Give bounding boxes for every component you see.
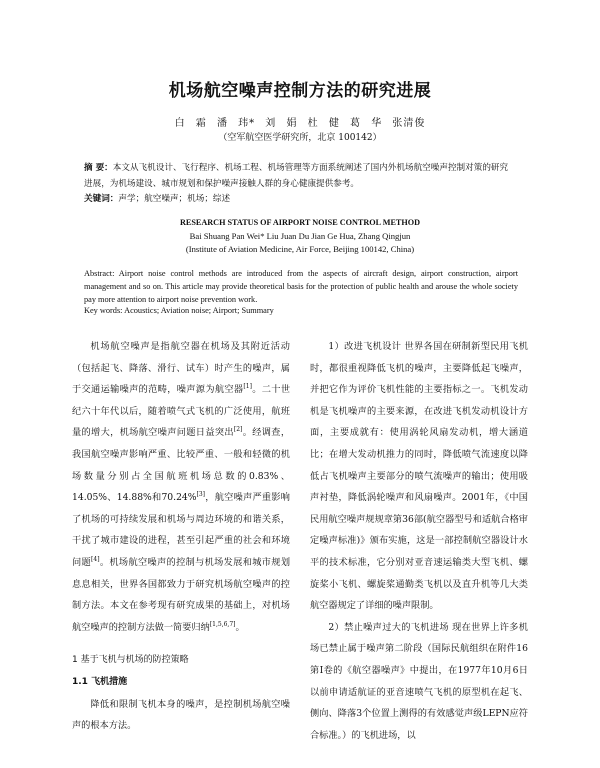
body-right-column <box>310 336 528 746</box>
intro-text-2: 。二十世纪六十年代以后，随着喷气式飞机的广泛使用，航班量的增大，机场航空噪声问题日益突出 <box>72 384 291 439</box>
abstract-cn <box>84 160 516 192</box>
keywords-en: Key words: Acoustics; Aviation noise; Airport; Summary <box>84 306 274 315</box>
intro-text-3: 。经调查，我国航空噪声影响严重、比较严重、一般和轻微的机场数量分别占全国航班机场总数的0.83%、14.05%、14.88%和70.24% <box>72 427 291 504</box>
page-title: 机场航空噪声控制方法的研究进展 <box>168 81 432 101</box>
authors-cn: 白 霜 潘 玮* 刘 娟 杜 健 葛 华 张清俊 <box>174 118 426 129</box>
keywords-cn <box>84 192 516 204</box>
intro-text-5: 。机场航空噪声的控制与机场发展和城市规划息息相关，世界各国都致力于研究机场航空噪声的控制方法。本文在参考现有研究成果的基础上，对机场航空噪声的控制方法做一简要归纳 <box>72 556 291 633</box>
intro-text-1: 机场航空噪声是指航空器在机场及其附近活动（包括起飞、降落、滑行、试车）时产生的噪声，属于交通运输噪声的范畴，噪声源为航空器 <box>72 341 290 396</box>
abstract-en: Abstract: Airport noise control methods are introduced from the aspects of aircraft design, airport construction, airport management and so on. This article may provide theoretical basis for the protection of public health and arouse the whole society pay more attention to airport noise prevention work. <box>84 269 518 304</box>
design-paragraph: 1）改进飞机设计 世界各国在研制新型民用飞机时，都很重视降低飞机的噪声，主要降低起飞噪声，并把它作为评价飞机性能的主要指标之一。飞机发动机是飞机噪声的主要来源，在改进飞机发动机设计方面，主要成就有：使用涡轮风扇发动机，增大涵道比；在增大发动机推力的同时，降低喷气流速度以降低占飞机噪声主要部分的喷气流噪声的输出；使用吸声衬垫，降低涡轮噪声和风扇噪声。2001年，《中国民用航空噪声规规章第36部(航空器型号和适航合格审定噪声标准)》颁布实施，这是一部控制航空器设计水平的技术标准，它分别对亚音速运输类大型飞机、螺旋桨小飞机、螺旋桨通勤类飞机以及直升机等几大类航空器规定了详细的噪声限制。 <box>310 341 528 612</box>
keywords-cn-text: 声学；航空噪声；机场；综述 <box>118 194 231 204</box>
abstract-cn-label: 摘 要： <box>84 163 113 173</box>
intro-text-6: 。 <box>235 621 245 633</box>
section-heading-1: 1 基于飞机与机场的防控策略 <box>72 655 189 666</box>
abstract-cn-text: 本文从飞机设计、飞行程序、机场工程、机场管理等方面系统阐述了国内外机场航空噪声控制对策的研究进展，为机场建设、城市规划和保护噪声接触人群的身心健康提供参考。 <box>84 163 509 189</box>
intro-paragraph <box>72 336 290 638</box>
citation-ref: [3] <box>196 491 205 499</box>
authors-en: Bai Shuang Pan Wei* Liu Juan Du Jian Ge Hua, Zhang Qingjun <box>189 231 411 241</box>
citation-ref: [1] <box>243 383 252 391</box>
intro-text-4: ，航空噪声严重影响了机场的可持续发展和机场与周边环境的和谐关系，干扰了城市建设的进程，甚至引起严重的社会和环境问题 <box>72 492 290 568</box>
ban-paragraph: 2）禁止噪声过大的飞机进场 现在世界上许多机场已禁止属于噪声第二阶段（国际民航组织在附件16第Ⅰ卷的《航空器噪声》中提出，在1977年10月6日以前申请适航证的亚音速喷气飞机的原型机在起飞、侧向、降落3个位置上测得的有效感觉声级LEPN应符合标准。）的飞机进场，以 <box>310 621 528 741</box>
affiliation-cn: （空军航空医学研究所，北京 100142） <box>218 133 382 143</box>
citation-ref: [4] <box>91 555 100 563</box>
citation-ref: [1,5,6,7] <box>209 620 236 628</box>
title-en: RESEARCH STATUS OF AIRPORT NOISE CONTROL METHOD <box>179 218 421 227</box>
section-1-1-paragraph: 降低和限制飞机本身的噪声，是控制机场航空噪声的根本方法。 <box>72 698 290 732</box>
body-left-column <box>72 336 290 737</box>
citation-ref: [2] <box>233 426 243 434</box>
keywords-cn-label: 关键词： <box>84 194 119 204</box>
affiliation-en: (Institute of Aviation Medicine, Air Force, Beijing 100142, China) <box>185 244 415 254</box>
section-heading-1-1: 1.1 飞机措施 <box>72 676 128 687</box>
